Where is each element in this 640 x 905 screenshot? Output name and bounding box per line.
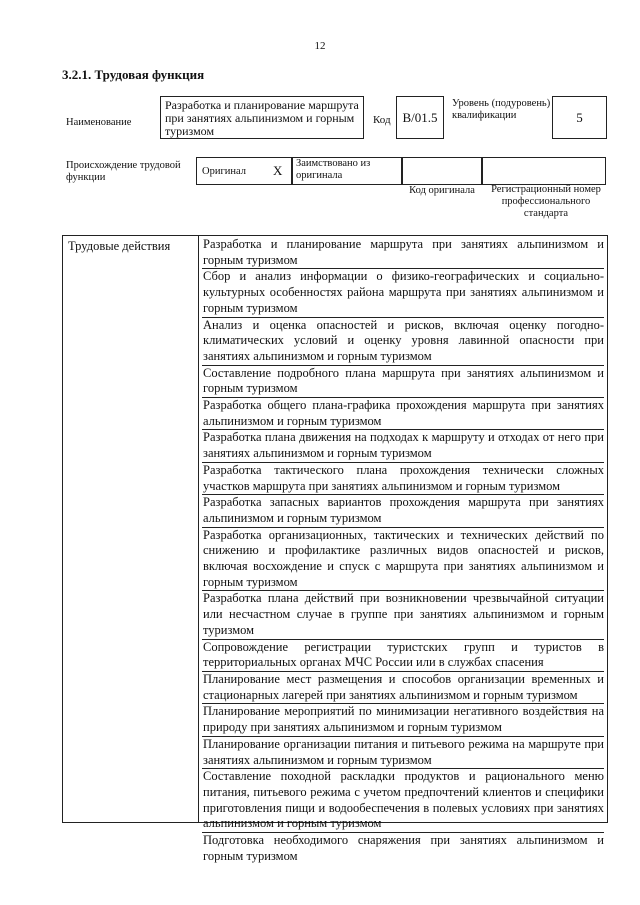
origin-label: Происхождение трудовой функции [66, 160, 181, 183]
code-original-cell [402, 157, 482, 185]
labor-action-item: Планирование мест размещения и способов организации временных и стационарных лагерей при занятиях альпинизмом и горным туризмом [202, 672, 604, 704]
function-name-value: Разработка и планирование маршрута при занятиях альпинизмом и горным туризмом [160, 96, 364, 139]
labor-action-item: Разработка тактического плана прохождения технически сложных участков маршрута при занятиях альпинизмом и горным туризмом [202, 463, 604, 495]
labor-action-item: Составление подробного плана маршрута при занятиях альпинизмом и горным туризмом [202, 366, 604, 398]
labor-actions-label: Трудовые действия [68, 239, 171, 253]
code-label: Код [373, 114, 391, 126]
labor-action-item: Подготовка необходимого снаряжения при занятиях альпинизмом и горным туризмом [203, 833, 604, 863]
labor-action-item: Разработка организационных, тактических и технических действий по снижению и профилактике различных видов опасностей и рисков, включая восхождение и спуск с маршрута при занятиях альпинизмом и горным туризмом [202, 528, 604, 592]
name-label: Наименование [66, 117, 132, 128]
labor-action-item: Разработка запасных вариантов прохождения маршрута при занятиях альпинизмом и горным туризмом [202, 495, 604, 527]
section-title: 3.2.1. Трудовая функция [62, 67, 205, 82]
labor-action-item: Разработка и планирование маршрута при занятиях альпинизмом и горным туризмом [202, 237, 604, 269]
labor-action-item: Планирование организации питания и питьевого режима на маршруте при занятиях альпинизмом и горным туризмом [202, 737, 604, 769]
qualification-level-label: Уровень (подуровень) квалификации [452, 98, 551, 121]
borrowed-label: Заимствовано из оригинала [296, 158, 371, 181]
labor-action-item: Анализ и оценка опасностей и рисков, включая оценку погодно-климатических условий и оценку уровня лавинной опасности при занятиях альпинизмом и горным туризмом [202, 318, 604, 366]
reg-number-cell [482, 157, 606, 185]
labor-actions-list [202, 237, 604, 864]
column-divider [198, 235, 199, 823]
labor-action-item: Планирование мероприятий по минимизации негативного воздействия на природу при занятиях альпинизмом и горным туризмом [202, 704, 604, 736]
labor-action-item: Сопровождение регистрации туристских групп и туристов в территориальных органах МЧС России или в службах спасения [202, 640, 604, 672]
original-label: Оригинал [202, 166, 246, 177]
labor-action-item: Разработка плана действий при возникновении чрезвычайной ситуации или несчастном случае в группе при занятиях альпинизмом и горным туризмом [202, 591, 604, 639]
code-value: B/01.5 [396, 96, 444, 139]
labor-action-item: Разработка общего плана-графика прохождения маршрута при занятиях альпинизмом и горным туризмом [202, 398, 604, 430]
original-mark: X [273, 163, 283, 178]
qualification-level-value: 5 [552, 96, 607, 139]
code-original-caption: Код оригинала [409, 185, 475, 196]
page-number: 12 [314, 40, 326, 52]
labor-action-item: Сбор и анализ информации о физико-географических и социально-культурных особенностях района маршрута при занятиях альпинизмом и горным туризмом [202, 269, 604, 317]
labor-action-item: Разработка плана движения на подходах к маршруту и отходах от него при занятиях альпинизмом и горным туризмом [202, 430, 604, 462]
labor-action-item: Составление походной раскладки продуктов и рационального меню питания, питьевого режима с учетом предпочтений клиентов и специфики приготовления пищи и водообеспечения в полевых условиях при занятиях альпинизмом и горным туризмом [202, 769, 604, 833]
reg-number-caption: Регистрационный номер профессионального стандарта [491, 184, 601, 219]
